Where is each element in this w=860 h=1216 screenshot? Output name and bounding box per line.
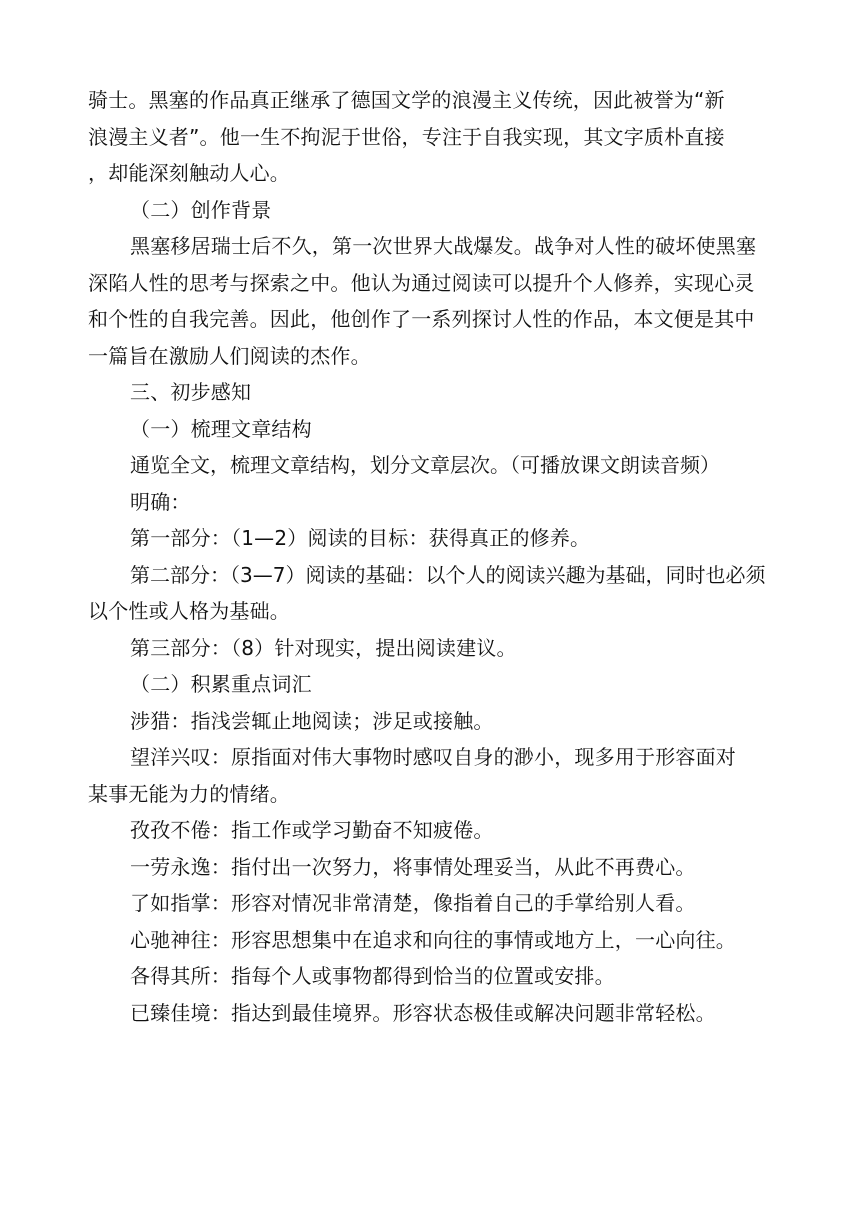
document-body: [88, 82, 778, 1031]
vocab-item-2-line-1: 望洋兴叹：原指面对伟大事物时感叹自身的渺小，现多用于形容面对: [130, 745, 736, 769]
vocab-item-3: 孜孜不倦：指工作或学习勤奋不知疲倦。: [130, 818, 494, 842]
paragraph-line-7: 和个性的自我完善。因此，他创作了一系列探讨人性的作品，本文便是其中: [88, 307, 755, 331]
paragraph-line-5: 黑塞移居瑞士后不久，第一次世界大战爆发。战争对人性的破坏使黑塞: [130, 234, 757, 258]
part-two-line-2: 以个性或人格为基础。: [88, 599, 290, 623]
part-one-line: 第一部分：（1—2）阅读的目标：获得真正的修养。: [130, 526, 591, 550]
paragraph-line-6: 深陷人性的思考与探索之中。他认为通过阅读可以提升个人修养，实现心灵: [88, 270, 755, 295]
vocab-item-8: 已臻佳境：指达到最佳境界。形容状态极佳或解决问题非常轻松。: [130, 1000, 716, 1025]
vocab-item-6: 心驰神往：形容思想集中在追求和向往的事情或地方上，一心向往。: [130, 927, 736, 952]
subheading-structure: （一）梳理文章结构: [130, 416, 312, 441]
paragraph-line-3: ，却能深刻触动人心。: [88, 161, 290, 185]
vocab-item-2-line-2: 某事无能为力的情绪。: [88, 781, 290, 806]
part-two-line-1: 第二部分：（3—7）阅读的基础：以个人的阅读兴趣为基础，同时也必须: [130, 562, 766, 587]
section-heading-initial-perception: 三、初步感知: [130, 380, 252, 404]
subheading-vocabulary: （二）积累重点词汇: [130, 672, 312, 696]
part-three-line: 第三部分：（8）针对现实，提出阅读建议。: [130, 635, 517, 660]
section-heading-creative-background: （二）创作背景: [130, 197, 272, 222]
instruction-line: 通览全文，梳理文章结构，划分文章层次。（可播放课文朗读音频）: [130, 453, 720, 477]
paragraph-line-2: 浪漫主义者”。他一生不拘泥于世俗，专注于自我实现，其文字质朴直接: [88, 124, 725, 149]
vocab-item-5: 了如指掌：形容对情况非常清楚，像指着自己的手掌给别人看。: [130, 891, 696, 915]
paragraph-line-1: 骑士。黑塞的作品真正继承了德国文学的浪漫主义传统，因此被誉为“新: [88, 88, 725, 112]
vocab-item-1: 涉猎：指浅尝辄止地阅读；涉足或接触。: [130, 708, 494, 733]
clarification-label: 明确：: [130, 489, 191, 514]
vocab-item-4: 一劳永逸：指付出一次努力，将事情处理妥当，从此不再费心。: [130, 854, 696, 879]
vocab-item-7: 各得其所：指每个人或事物都得到恰当的位置或安排。: [130, 964, 615, 988]
paragraph-line-8: 一篇旨在激励人们阅读的杰作。: [88, 343, 371, 368]
